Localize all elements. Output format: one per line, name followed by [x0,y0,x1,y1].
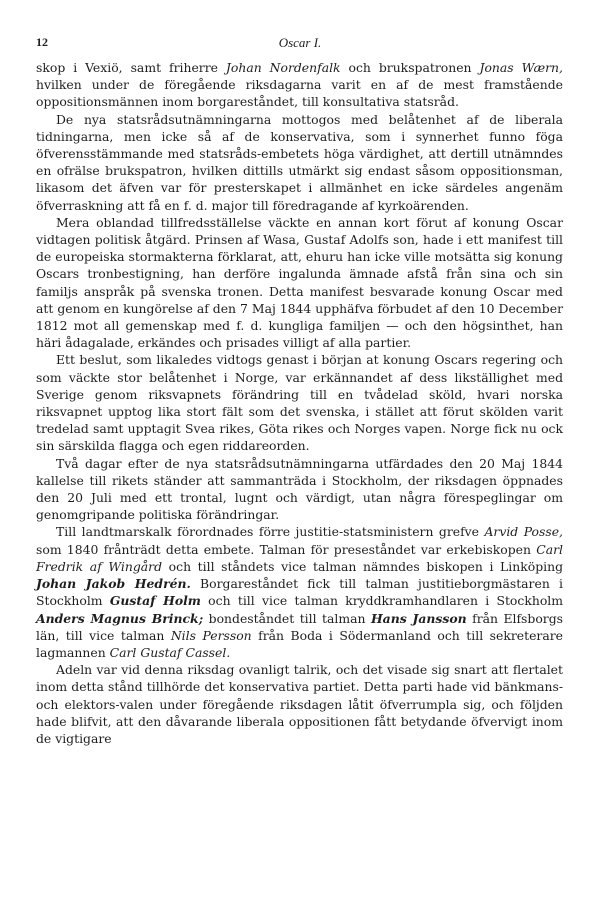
person-name: Anders Magnus Brinck; [36,610,204,626]
paragraph: skop i Vexiö, samt friherre Johan Nordenfalk och brukspatronen Jonas Wærn, hvilken under de föregående riksdagarna varit en af de mest framstående oppositionsmännen inom borgareståndet, till konsultativa statsråd. [36,60,563,110]
person-name: Jonas Wærn, [479,60,563,75]
page-number: 12 [36,35,48,49]
running-head: Oscar I. [278,35,322,50]
person-name: Carl Gustaf Cassel. [109,644,231,660]
paragraph: Mera oblandad tillfredsställelse väckte en annan kort förut af konung Oscar vidtagen politisk åtgärd. Prinsen af Wasa, Gustaf Adolfs son, hade i ett manifest till de europeiska stormakterna förklarat, att, ehuru han icke ville motsätta sig konung Oscars tronbestigning, han derföre ingalunda ämnade afstå från sina och sin familjs anspråk på svenska tronen. Detta manifest besvarade konung Oscar med att genom en kungörelse af den 7 Maj 1844 upphäfva förbudet af den 10 December 1812 mot all gemenskap med f. d. kungliga familjen — och den högsinthet, han häri ådagalade, erkändes och prisades villigt af alla partier. [36,214,563,351]
person-name: Carl Fredrik af Wingård [36,541,563,574]
body-text [36,59,563,747]
page-header [36,35,564,51]
person-name: Hans Jansson [370,610,467,626]
paragraph: Adeln var vid denna riksdag ovanligt talrik, och det visade sig snart att flertalet inom detta stånd tillhörde det konservativa partiet. Detta parti hade vid bänkmans- och elektors-valen under föregående riksdagen låtit öfverrumpla sig, och följden hade blifvit, att den dåvarande liberala oppositionen fått betydande öfvervigt inom de vigtigare [36,662,563,746]
person-name: Nils Persson [170,627,252,643]
person-name: Johan Jakob Hedrén. [36,576,191,592]
paragraph: Ett beslut, som likaledes vidtogs genast i början at konung Oscars regering och som väckte stor belåtenhet i Norge, var erkännandet af dess likställighet med Sverige genom riksvapnets förändring till en tvådelad sköld, hvari norska riksvapnet upptog lika stort fält som det svenska, i stället att förut skölden varit tredelad samt upptagit Svea rikes, Göta rikes och Norges vapen. Norge fick nu ock sin särskilda flagga och egen riddareorden. [36,352,563,454]
paragraph: Till landtmarskalk förordnades förre justitie-statsministern grefve Arvid Posse, som 1840 frånträdt detta embete. Talman för preseståndet var erkebiskopen Carl Fredrik af Wingård och till ståndets vice talman nämndes biskopen i Linköping Johan Jakob Hedrén. Borgareståndet fick till talman justitieborgmästaren i Stockholm Gustaf Holm och till vice talman kryddkramhandlaren i Stockholm Anders Magnus Brinck; bondeståndet till talman Hans Jansson från Elfsborgs län, till vice talman Nils Persson från Boda i Södermanland och till sekreterare lagmannen Carl Gustaf Cassel. [36,524,564,660]
paragraph: Två dagar efter de nya statsrådsutnämningarna utfärdades den 20 Maj 1844 kallelse till rikets ständer att sammanträda i Stockholm, der riksdagen öppnades den 20 Juli med ett trontal, lugnt och värdigt, utan några förespeglingar om genomgripande politiska förändringar. [36,455,563,523]
paragraph: De nya statsrådsutnämningarna mottogos med belåtenhet af de liberala tidningarna, men icke så af de konservativa, som i synnerhet funno föga öfverensstämmande med statsråds-embetets höga värdighet, att dertill utnämndes en ofrälse brukspatron, hvilken dittills utmärkt sig endast såsom oppositionsman, likasom det äfven var för presterskapet i allmänhet en icke särdeles angenäm öfverraskning att få en f. d. major till föredragande af kyrkoärenden. [36,111,563,213]
person-name: Arvid Posse, [484,524,563,540]
person-name: Johan Nordenfalk [225,60,341,75]
person-name: Gustaf Holm [109,593,201,609]
